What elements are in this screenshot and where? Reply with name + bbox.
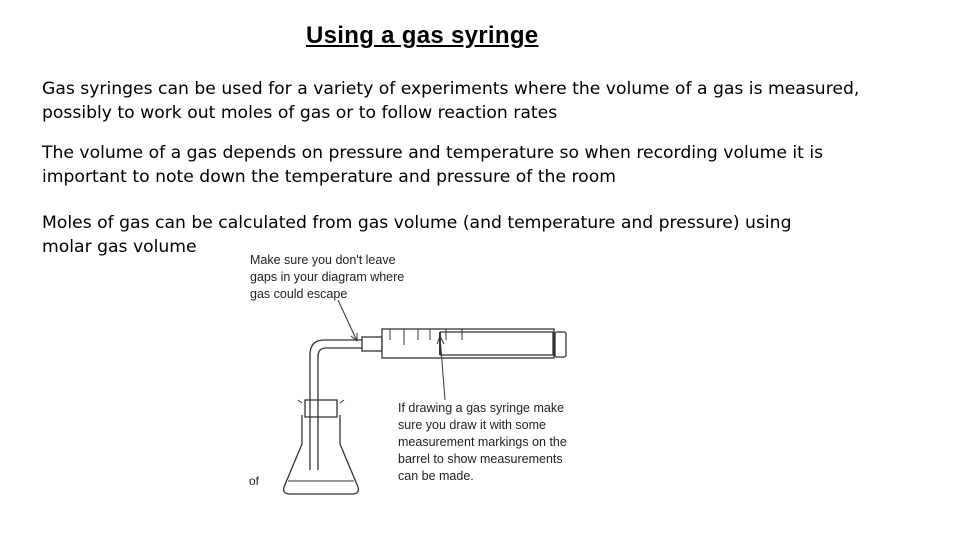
annotation-line: If drawing a gas syringe make [398, 401, 565, 415]
conical-flask [284, 415, 359, 494]
annotation-line: can be made. [398, 469, 474, 483]
paragraph-line: important to note down the temperature and pressure of the room [42, 167, 616, 187]
annotation-line: gaps in your diagram where [250, 270, 405, 284]
annotation-line: sure you draw it with some [398, 418, 546, 432]
paragraph-line: possibly to work out moles of gas or to follow reaction rates [42, 103, 558, 123]
paragraph-line: Gas syringes can be used for a variety of experiments where the volume of a gas is measured, [42, 79, 860, 99]
annotation-line: gas could escape [250, 287, 348, 301]
syringe-barrel [382, 329, 554, 358]
annotation-gaps [250, 252, 404, 303]
annotation-line: Make sure you don't leave [250, 253, 396, 267]
plunger-handle [555, 332, 566, 357]
paragraph-line: Moles of gas can be calculated from gas volume (and temperature and pressure) using [42, 213, 792, 233]
annotation-line: measurement markings on the [398, 435, 567, 449]
annotation-markings [398, 400, 567, 485]
paragraph-line: molar gas volume [42, 237, 197, 257]
pointer-arrow-gaps [338, 300, 357, 341]
paragraph-line: The volume of a gas depends on pressure and temperature so when recording volume it is [42, 143, 824, 163]
syringe-nozzle [362, 337, 382, 351]
annotation-line: barrel to show measurements [398, 452, 563, 466]
page-title: Using a gas syringe [306, 22, 539, 49]
cropped-text-fragment: of [249, 474, 260, 488]
